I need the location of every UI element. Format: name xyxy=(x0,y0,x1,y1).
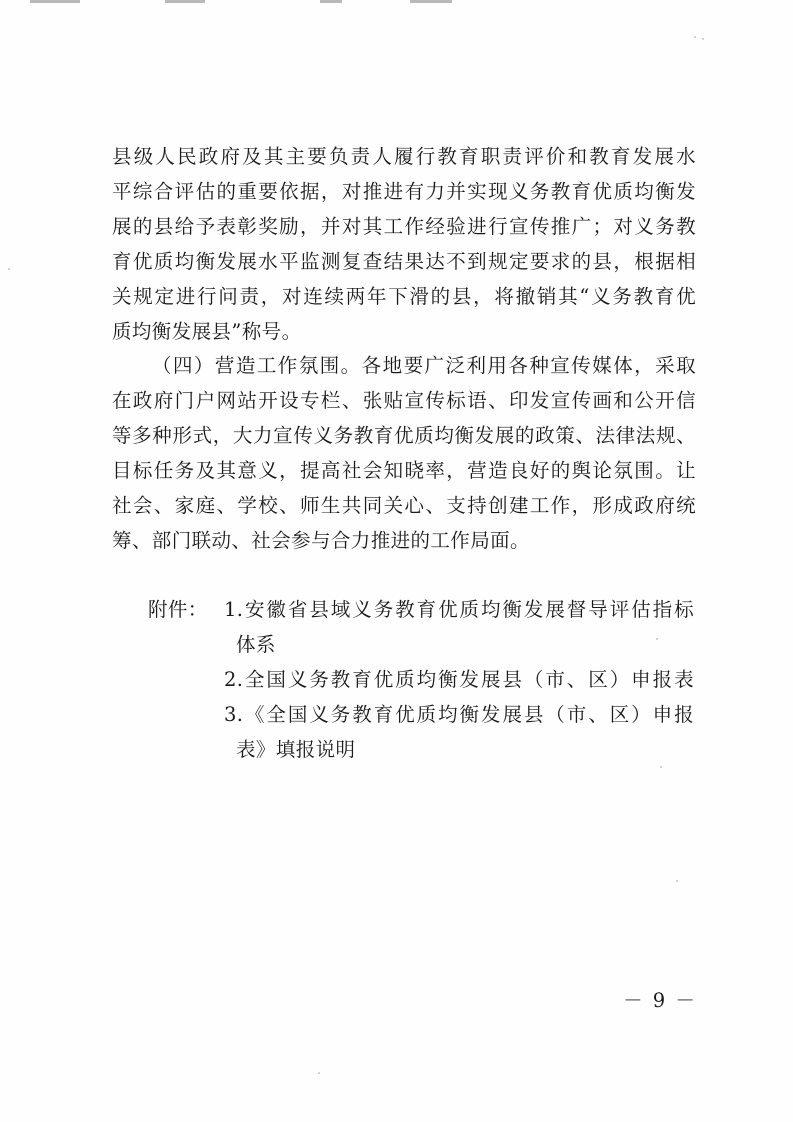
scan-speck xyxy=(702,38,704,40)
attachment-row xyxy=(112,733,696,768)
scan-speck xyxy=(8,268,10,270)
paragraph-line: 平综合评估的重要依据，对推进有力并实现义务教育优质均衡发 xyxy=(112,179,696,203)
paragraph-line: 筹、部门联动、社会参与合力推进的工作局面。 xyxy=(112,528,530,552)
body-text xyxy=(112,140,696,559)
attachments-label: 附件： xyxy=(148,598,208,621)
paragraph-line: 关规定进行问责，对连续两年下滑的县，将撤销其“义务教育优 xyxy=(112,284,696,308)
paragraph-line: 在政府门户网站开设专栏、张贴宣传标语、印发宣传画和公开信 xyxy=(112,389,696,413)
paragraph-line-text: （四）营造工作氛围。各地要广泛利用各种宣传媒体，采取 xyxy=(152,354,696,378)
attachments-list xyxy=(112,593,696,767)
attachment-item-3: 3.《全国义务教育优质均衡发展县（市、区）申报 xyxy=(224,702,694,726)
paragraph-line: 育优质均衡发展水平监测复查结果达不到规定要求的县，根据相 xyxy=(112,249,696,273)
paragraph-line: 目标任务及其意义，提高社会知晓率，营造良好的舆论氛围。让 xyxy=(112,459,696,483)
scan-speck xyxy=(694,36,696,38)
attachment-row xyxy=(112,663,696,698)
attachment-item-1: 1.安徽省县域义务教育优质均衡发展督导评估指标 xyxy=(224,598,694,621)
paragraph-line: 社会、家庭、学校、师生共同关心、支持创建工作，形成政府统 xyxy=(112,494,696,518)
attachment-item-2: 2.全国义务教育优质均衡发展县（市、区）申报表 xyxy=(224,667,694,691)
attachment-row xyxy=(112,628,696,663)
paragraph-line: 展的县给予表彰奖励，并对其工作经验进行宣传推广；对义务教 xyxy=(112,214,696,238)
page-number: － 9 － xyxy=(623,989,697,1012)
scan-artifact-top xyxy=(30,0,470,6)
paragraph-line-indented xyxy=(112,349,696,384)
attachment-item-3-continued: 表》填报说明 xyxy=(236,737,356,761)
scan-speck xyxy=(676,880,678,882)
scan-speck xyxy=(318,1072,320,1074)
paragraph-line: 等多种形式，大力宣传义务教育优质均衡发展的政策、法律法规、 xyxy=(112,424,696,448)
paragraph-line: 质均衡发展县”称号。 xyxy=(112,319,302,343)
attachment-row xyxy=(112,593,696,628)
attachment-item-1-continued: 体系 xyxy=(236,632,276,656)
paragraph-line: 县级人民政府及其主要负责人履行教育职责评价和教育发展水 xyxy=(112,145,696,168)
attachment-row xyxy=(112,698,696,733)
